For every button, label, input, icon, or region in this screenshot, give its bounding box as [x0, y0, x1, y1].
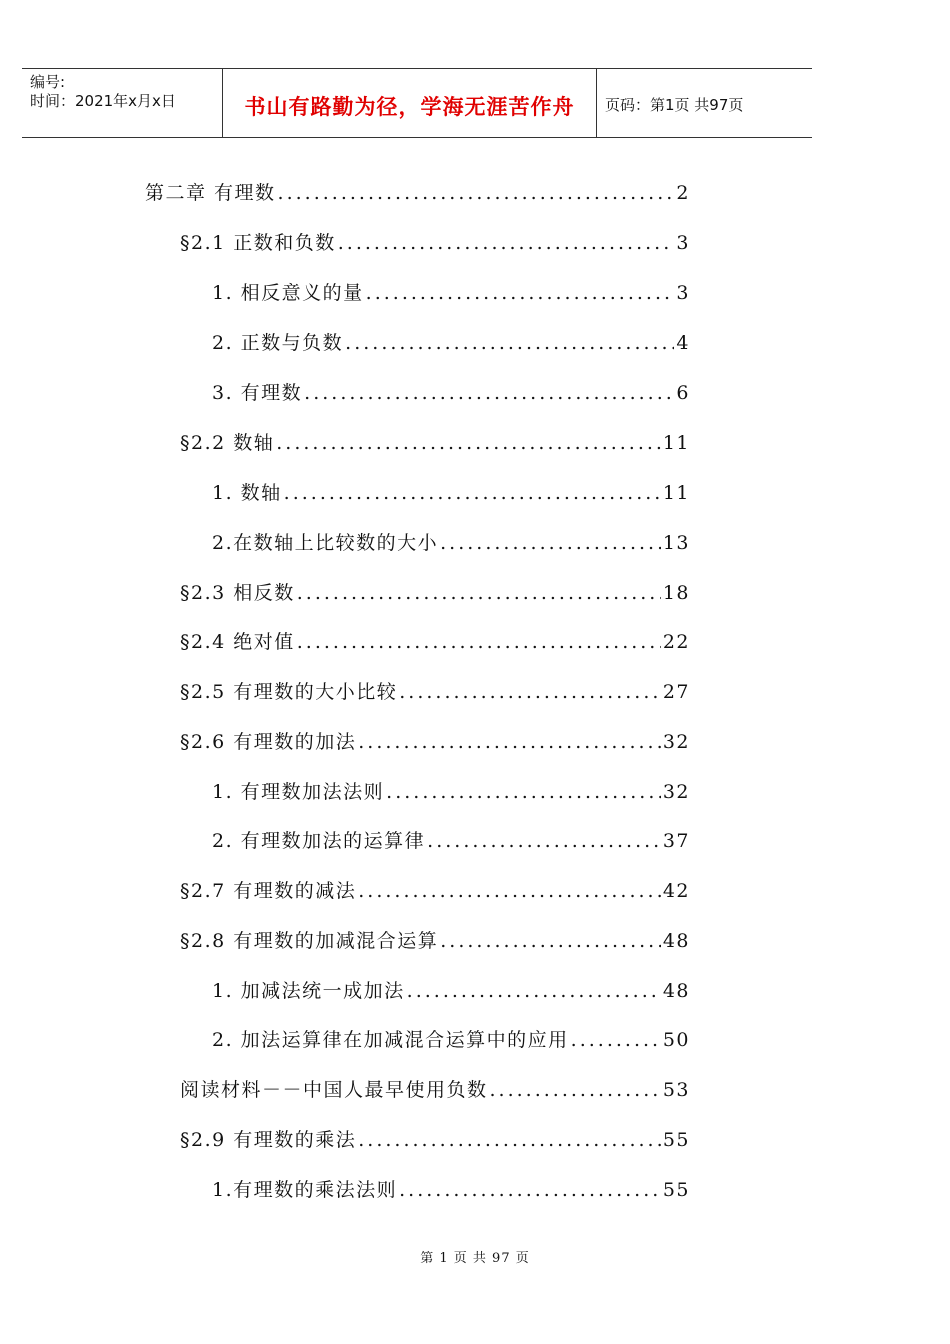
- toc-leader-dots: [304, 382, 674, 404]
- toc-entry: [180, 627, 690, 657]
- toc-leader-dots: [278, 182, 675, 204]
- toc-entry: [145, 178, 690, 208]
- toc-leader-dots: [399, 1179, 661, 1201]
- toc-leader-dots: [276, 432, 661, 454]
- toc-entry-title: 1. 相反意义的量: [212, 282, 364, 304]
- toc-leader-dots: [358, 1129, 661, 1151]
- toc-entry-title: §2.4 绝对值: [180, 631, 295, 653]
- toc-leader-dots: [427, 830, 661, 852]
- toc-entry: [212, 278, 690, 308]
- toc-entry: [212, 1175, 690, 1205]
- toc-entry: [180, 1075, 690, 1105]
- toc-entry-title: §2.3 相反数: [180, 582, 295, 604]
- toc-entry-title: 3. 有理数: [212, 382, 303, 404]
- number-label: 编号:: [30, 73, 66, 91]
- toc-entry-title: 2. 正数与负数: [212, 332, 344, 354]
- toc-entry-page: 32: [662, 781, 690, 803]
- toc-entry-page: 2: [676, 182, 690, 204]
- toc-entry-page: 27: [662, 681, 690, 703]
- toc-entry-title: 第二章 有理数: [145, 182, 276, 204]
- header-motto-cell: [223, 69, 597, 137]
- toc-entry-page: 37: [662, 830, 690, 852]
- toc-entry: [180, 876, 690, 906]
- toc-entry-title: 2.在数轴上比较数的大小: [212, 532, 439, 554]
- toc-entry-title: 2. 加法运算律在加减混合运算中的应用: [212, 1029, 569, 1051]
- toc-entry: [180, 578, 690, 608]
- toc-entry-title: 阅读材料－－中国人最早使用负数: [180, 1079, 488, 1101]
- header-info-cell: [22, 69, 223, 137]
- time-label: 时间：2021年x月x日: [30, 92, 176, 110]
- toc-entry: [212, 478, 690, 508]
- toc-entry-page: 3: [676, 232, 690, 254]
- toc-leader-dots: [571, 1029, 661, 1051]
- toc-entry-page: 48: [662, 980, 690, 1002]
- toc-leader-dots: [297, 582, 661, 604]
- toc-entry-title: 1.有理数的乘法法则: [212, 1179, 398, 1201]
- toc-leader-dots: [366, 282, 675, 304]
- toc-leader-dots: [345, 332, 674, 354]
- toc-entry-title: §2.1 正数和负数: [180, 232, 336, 254]
- toc-entry-page: 11: [662, 432, 690, 454]
- toc-entry-page: 22: [662, 631, 690, 653]
- toc-entry: [212, 826, 690, 856]
- toc-entry: [180, 926, 690, 956]
- toc-entry: [180, 677, 690, 707]
- toc-entry-page: 4: [676, 332, 690, 354]
- toc-leader-dots: [440, 532, 661, 554]
- toc-entry: [180, 228, 690, 258]
- toc-entry: [212, 328, 690, 358]
- toc-entry: [180, 1125, 690, 1155]
- toc-entry-title: 1. 有理数加法法则: [212, 781, 385, 803]
- toc-entry: [180, 727, 690, 757]
- toc-entry-page: 3: [676, 282, 690, 304]
- toc-entry: [212, 976, 690, 1006]
- toc-entry: [212, 528, 690, 558]
- toc-entry: [212, 777, 690, 807]
- toc-entry-page: 32: [662, 731, 690, 753]
- motto-text: 书山有路勤为径，学海无涯苦作舟: [244, 95, 575, 119]
- toc-entry-page: 18: [662, 582, 690, 604]
- toc-entry-title: 1. 加减法统一成加法: [212, 980, 405, 1002]
- toc-leader-dots: [399, 681, 661, 703]
- toc-entry-page: 55: [662, 1129, 690, 1151]
- toc-entry-page: 11: [662, 482, 690, 504]
- toc-entry: [212, 378, 690, 408]
- toc-leader-dots: [407, 980, 661, 1002]
- toc-leader-dots: [358, 731, 661, 753]
- toc-entry: [212, 1025, 690, 1055]
- document-header: [22, 68, 812, 138]
- toc-entry-title: §2.7 有理数的减法: [180, 880, 357, 902]
- toc-entry-page: 13: [662, 532, 690, 554]
- toc-entry-page: 53: [662, 1079, 690, 1101]
- page-info: 页码：第1页 共97页: [605, 96, 744, 114]
- toc-entry-title: §2.9 有理数的乘法: [180, 1129, 357, 1151]
- toc-entry-title: §2.2 数轴: [180, 432, 275, 454]
- toc-leader-dots: [386, 781, 661, 803]
- toc-entry-title: 1. 数轴: [212, 482, 282, 504]
- toc-entry: [180, 428, 690, 458]
- page-footer: 第 1 页 共 97 页: [420, 1251, 530, 1266]
- toc-leader-dots: [440, 930, 661, 952]
- toc-leader-dots: [297, 631, 661, 653]
- header-page-cell: [597, 69, 812, 137]
- toc-entry-page: 6: [676, 382, 690, 404]
- toc-entry-title: 2. 有理数加法的运算律: [212, 830, 426, 852]
- toc-entry-title: §2.8 有理数的加减混合运算: [180, 930, 439, 952]
- toc-leader-dots: [358, 880, 661, 902]
- toc-entry-page: 42: [662, 880, 690, 902]
- toc-entry-title: §2.6 有理数的加法: [180, 731, 357, 753]
- toc-entry-page: 48: [662, 930, 690, 952]
- toc-entry-page: 50: [662, 1029, 690, 1051]
- toc-leader-dots: [338, 232, 675, 254]
- toc-entry-title: §2.5 有理数的大小比较: [180, 681, 398, 703]
- toc-entry-page: 55: [662, 1179, 690, 1201]
- toc-leader-dots: [284, 482, 661, 504]
- toc-leader-dots: [490, 1079, 661, 1101]
